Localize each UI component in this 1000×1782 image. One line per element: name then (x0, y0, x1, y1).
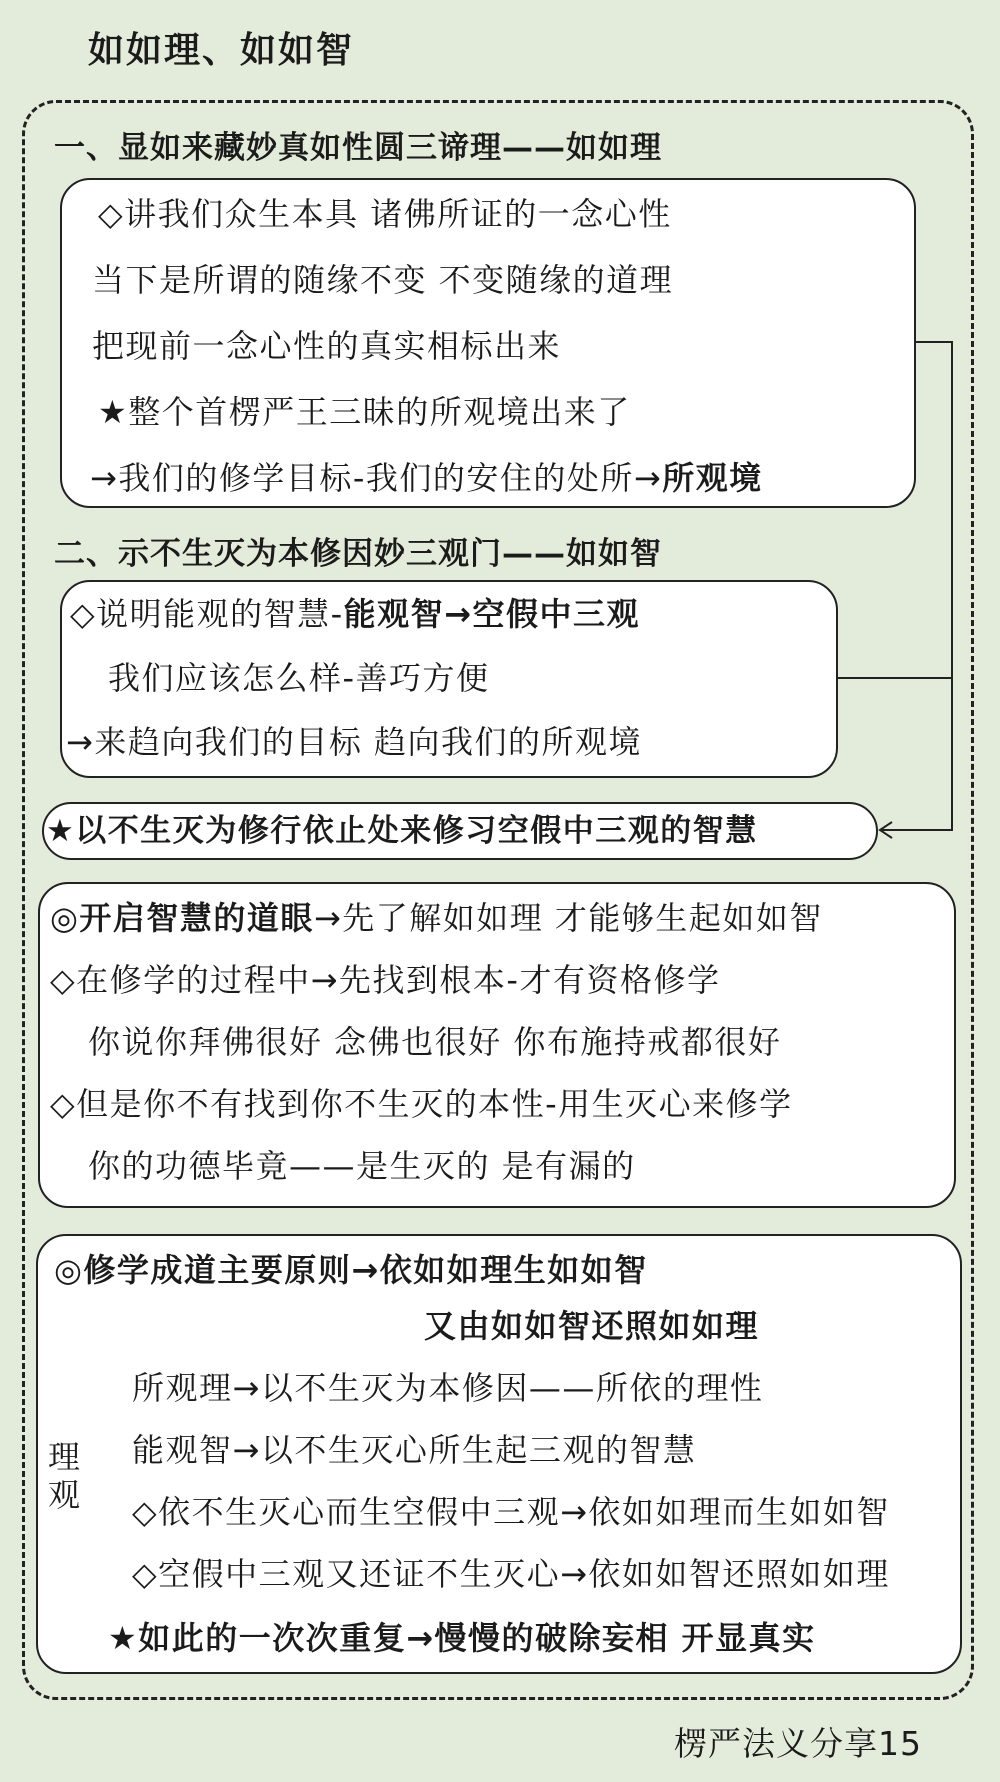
box4-item-1: 所观理→以不生灭为本修因——所依的理性 (132, 1369, 764, 1407)
box3-line-2: ◇在修学的过程中→先找到根本-才有资格修学 (50, 961, 721, 999)
box3-line-4: ◇但是你不有找到你不生灭的本性-用生灭心来修学 (50, 1085, 793, 1123)
box4-item-3: ◇依不生灭心而生空假中三观→依如如理而生如如智 (132, 1493, 890, 1531)
section1-line-4: ★整个首楞严王三昧的所观境出来了 (98, 393, 631, 431)
section2-line-1-text: ◇说明能观的智慧- (70, 595, 344, 633)
footer-caption: 楞严法义分享15 (674, 1724, 922, 1763)
section1-line-3: 把现前一念心性的真实相标出来 (92, 327, 562, 365)
box4-item-2: 能观智→以不生灭心所生起三观的智慧 (132, 1431, 697, 1469)
box3-line-1-text: →先了解如如理 才能够生起如如智 (313, 899, 823, 937)
section2-heading: 二、示不生灭为本修因妙三观门——如如智 (54, 536, 662, 572)
box4-line-1: ◎修学成道主要原则→依如如理生如如智 (54, 1251, 648, 1289)
section1-line-1: ◇讲我们众生本具 诸佛所证的一念心性 (98, 195, 672, 233)
section1-heading: 一、显如来藏妙真如性圆三谛理——如如理 (54, 130, 662, 166)
box3 (38, 882, 956, 1208)
section1-line-2: 当下是所谓的随缘不变 不变随缘的道理 (92, 261, 674, 299)
section1-line-5-bold: 所观境 (662, 459, 763, 497)
side-label-guan: 观 (48, 1476, 81, 1514)
conclusion-text: ★以不生灭为修行依止处来修习空假中三观的智慧 (46, 813, 758, 849)
box4-final: ★如此的一次次重复→慢慢的破除妄相 开显真实 (108, 1619, 816, 1657)
section2-line-2: 我们应该怎么样-善巧方便 (108, 659, 490, 697)
page-title: 如如理、如如智 (88, 30, 355, 71)
box4 (36, 1234, 962, 1674)
section1-line-5-text: →我们的修学目标-我们的安住的处所→ (90, 459, 663, 497)
section2-line-1-bold: 能观智→空假中三观 (343, 595, 640, 633)
section2-line-3: →来趋向我们的目标 趋向我们的所观境 (66, 723, 642, 761)
side-label (48, 1438, 84, 1514)
side-label-li: 理 (48, 1438, 81, 1476)
box3-line-3: 你说你拜佛很好 念佛也很好 你布施持戒都很好 (88, 1023, 782, 1061)
box4-item-4: ◇空假中三观又还证不生灭心→依如如智还照如如理 (132, 1555, 890, 1593)
box4-line-2: 又由如如智还照如如理 (424, 1307, 760, 1345)
box3-line-1 (50, 898, 823, 938)
box3-line-5: 你的功德毕竟——是生灭的 是有漏的 (88, 1147, 636, 1185)
box3-line-1-bold: ◎开启智慧的道眼 (50, 899, 314, 937)
